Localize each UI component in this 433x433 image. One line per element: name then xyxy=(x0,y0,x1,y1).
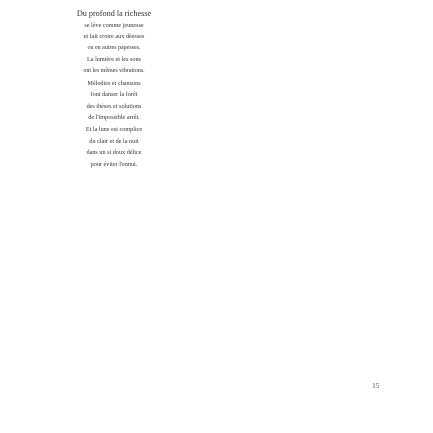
poem-line: du clair et de la nuit xyxy=(89,137,139,145)
poem-line: La lumière et les sons xyxy=(87,56,141,64)
poem-line: ou en autres papesses. xyxy=(87,44,141,51)
poem-line: pour éviter l'ennui. xyxy=(90,160,138,168)
poem-line: Mélodies et chansons xyxy=(87,79,141,87)
poem xyxy=(58,8,170,170)
poem-line: se lève comme jeunesse xyxy=(84,21,144,29)
poem-line: de l'impossible arrêt. xyxy=(88,114,140,122)
poem-line: dans un si doux délice xyxy=(86,149,142,157)
poem-line: et fait croire aux déesses xyxy=(83,33,145,41)
poem-line: Et la lune est complice xyxy=(85,125,143,133)
poem-line: ont les mêmes vibrations. xyxy=(83,67,145,74)
poem-line: Du profond la richesse xyxy=(76,9,152,18)
poem-line: font danser la forêt xyxy=(90,91,138,99)
poem-line: des thèses et solutions xyxy=(86,102,142,110)
page-number: 15 xyxy=(372,381,380,390)
